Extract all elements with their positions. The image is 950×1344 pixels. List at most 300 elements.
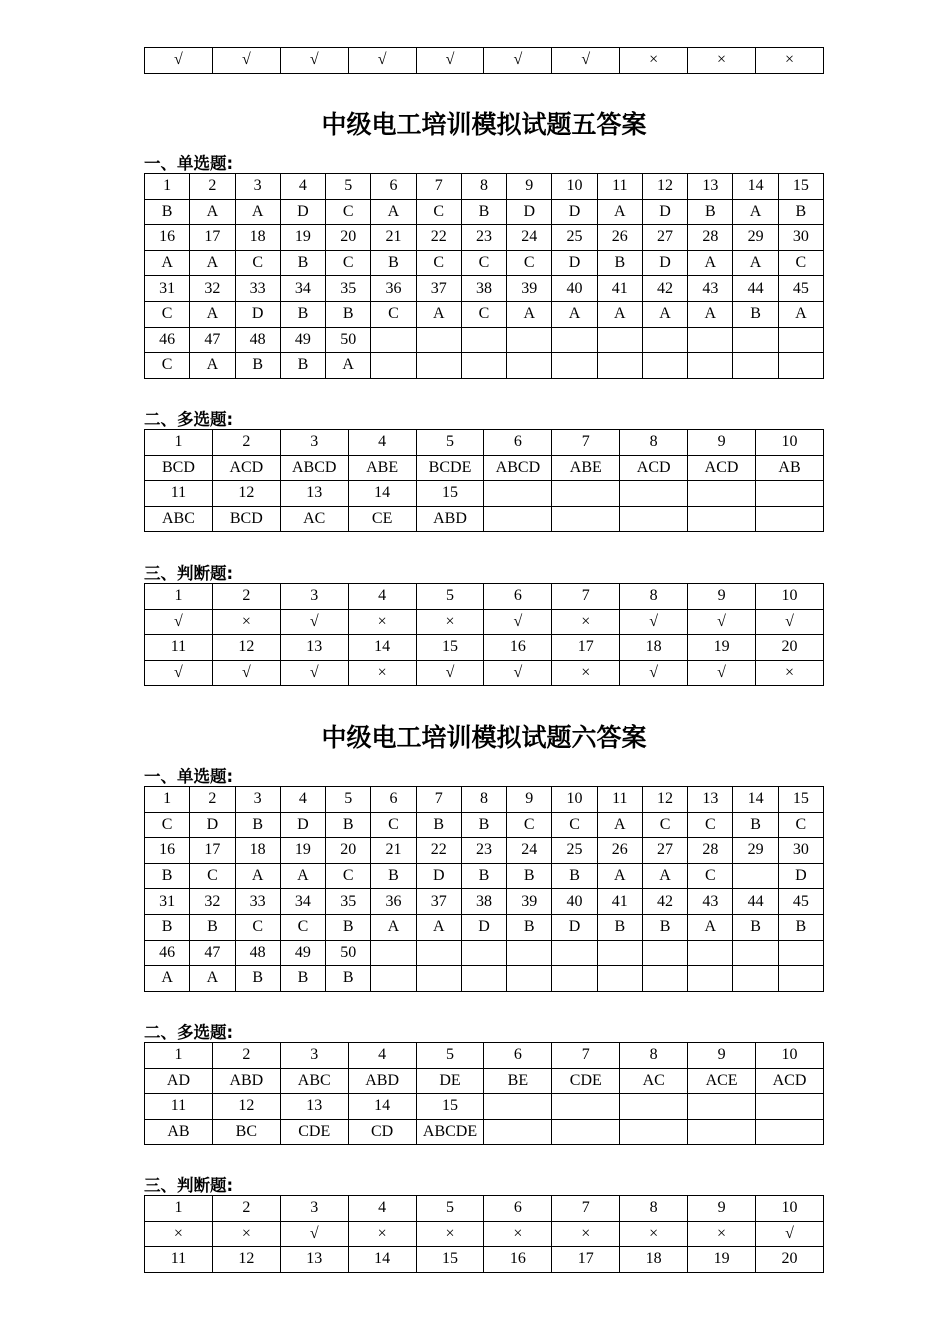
question-number-cell: 13 bbox=[688, 787, 733, 813]
answer-cell bbox=[756, 1119, 824, 1145]
table-row bbox=[145, 1094, 824, 1120]
answer-cell: A bbox=[235, 199, 280, 225]
table-row bbox=[145, 1196, 824, 1222]
question-number-cell: 35 bbox=[326, 276, 371, 302]
table-row bbox=[145, 660, 824, 686]
question-number-cell: 13 bbox=[280, 635, 348, 661]
answer-cell bbox=[552, 1119, 620, 1145]
question-number-cell: 14 bbox=[348, 1247, 416, 1273]
answer-cell: A bbox=[597, 863, 642, 889]
answer-cell bbox=[371, 966, 416, 992]
question-number-cell: 9 bbox=[688, 1196, 756, 1222]
question-number-cell: 15 bbox=[416, 481, 484, 507]
question-number-cell: 35 bbox=[326, 889, 371, 915]
question-number-cell: 33 bbox=[235, 276, 280, 302]
question-number-cell: 4 bbox=[348, 1196, 416, 1222]
question-number-cell bbox=[756, 481, 824, 507]
answer-cell: √ bbox=[484, 609, 552, 635]
answer-cell bbox=[507, 353, 552, 379]
answer-cell: A bbox=[416, 301, 461, 327]
answer-cell bbox=[733, 353, 778, 379]
question-number-cell: 44 bbox=[733, 889, 778, 915]
answer-cell: ABD bbox=[212, 1068, 280, 1094]
question-number-cell: √ bbox=[145, 48, 213, 74]
answer-cell: √ bbox=[756, 609, 824, 635]
answer-cell: B bbox=[778, 199, 823, 225]
table-row bbox=[145, 174, 824, 200]
answer-cell: B bbox=[371, 250, 416, 276]
answer-cell bbox=[620, 1119, 688, 1145]
question-number-cell: 13 bbox=[280, 481, 348, 507]
answer-cell: √ bbox=[688, 660, 756, 686]
answer-cell: AD bbox=[145, 1068, 213, 1094]
question-number-cell: 2 bbox=[190, 787, 235, 813]
answer-cell: C bbox=[326, 250, 371, 276]
answer-cell: B bbox=[778, 914, 823, 940]
question-number-cell: 7 bbox=[552, 1043, 620, 1069]
answer-cell: A bbox=[688, 250, 733, 276]
exam5-single-section bbox=[144, 151, 824, 379]
answer-cell: × bbox=[145, 1221, 213, 1247]
question-number-cell bbox=[733, 327, 778, 353]
table-row bbox=[145, 1221, 824, 1247]
answer-cell: B bbox=[461, 199, 506, 225]
answer-cell bbox=[371, 353, 416, 379]
question-number-cell: 11 bbox=[145, 481, 213, 507]
answer-cell: √ bbox=[484, 660, 552, 686]
question-number-cell: 26 bbox=[597, 225, 642, 251]
answer-cell: × bbox=[212, 609, 280, 635]
question-number-cell: 27 bbox=[642, 838, 687, 864]
answer-cell: ABD bbox=[348, 1068, 416, 1094]
question-number-cell: 32 bbox=[190, 276, 235, 302]
question-number-cell: 49 bbox=[280, 940, 325, 966]
answer-cell: × bbox=[212, 1221, 280, 1247]
question-number-cell: 5 bbox=[416, 1196, 484, 1222]
answer-cell: B bbox=[371, 863, 416, 889]
question-number-cell: 12 bbox=[212, 635, 280, 661]
exam6-single-table bbox=[144, 786, 824, 992]
question-number-cell: 11 bbox=[145, 635, 213, 661]
question-number-cell: 9 bbox=[688, 1043, 756, 1069]
answer-cell: BC bbox=[212, 1119, 280, 1145]
question-number-cell: 27 bbox=[642, 225, 687, 251]
question-number-cell bbox=[756, 1094, 824, 1120]
exam6-single-label: 一、单选题: bbox=[144, 767, 234, 786]
question-number-cell: 24 bbox=[507, 225, 552, 251]
answer-cell: √ bbox=[620, 609, 688, 635]
question-number-cell: 12 bbox=[212, 1094, 280, 1120]
answer-cell: C bbox=[507, 250, 552, 276]
answer-cell: √ bbox=[280, 660, 348, 686]
question-number-cell: 9 bbox=[688, 430, 756, 456]
answer-cell: D bbox=[280, 812, 325, 838]
question-number-cell: 46 bbox=[145, 940, 190, 966]
answer-cell: B bbox=[416, 812, 461, 838]
question-number-cell: 19 bbox=[688, 1247, 756, 1273]
answer-cell: C bbox=[416, 199, 461, 225]
answer-cell: B bbox=[733, 914, 778, 940]
answer-cell: ABC bbox=[145, 506, 213, 532]
table-row bbox=[145, 327, 824, 353]
exam6-multi-table bbox=[144, 1042, 824, 1145]
table-row bbox=[145, 1247, 824, 1273]
answer-cell: √ bbox=[688, 609, 756, 635]
answer-cell: D bbox=[235, 301, 280, 327]
question-number-cell: 38 bbox=[461, 276, 506, 302]
question-number-cell: 6 bbox=[371, 174, 416, 200]
answer-cell bbox=[688, 353, 733, 379]
question-number-cell: 19 bbox=[280, 225, 325, 251]
question-number-cell bbox=[688, 481, 756, 507]
answer-cell: × bbox=[348, 1221, 416, 1247]
table-row bbox=[145, 966, 824, 992]
answer-cell: × bbox=[416, 1221, 484, 1247]
question-number-cell: 6 bbox=[484, 430, 552, 456]
question-number-cell: 24 bbox=[507, 838, 552, 864]
answer-cell: AB bbox=[756, 455, 824, 481]
question-number-cell: 30 bbox=[778, 225, 823, 251]
answer-cell: A bbox=[371, 914, 416, 940]
question-number-cell: 7 bbox=[552, 430, 620, 456]
question-number-cell: 10 bbox=[756, 1043, 824, 1069]
question-number-cell: 17 bbox=[552, 1247, 620, 1273]
question-number-cell: 21 bbox=[371, 838, 416, 864]
question-number-cell bbox=[484, 481, 552, 507]
question-number-cell bbox=[642, 940, 687, 966]
question-number-cell: 11 bbox=[597, 174, 642, 200]
answer-cell: A bbox=[190, 301, 235, 327]
answer-cell bbox=[642, 966, 687, 992]
question-number-cell: 43 bbox=[688, 276, 733, 302]
answer-cell: CD bbox=[348, 1119, 416, 1145]
question-number-cell: 15 bbox=[416, 1094, 484, 1120]
question-number-cell: 7 bbox=[552, 1196, 620, 1222]
answer-cell: ABD bbox=[416, 506, 484, 532]
answer-cell: B bbox=[145, 199, 190, 225]
question-number-cell: 3 bbox=[280, 584, 348, 610]
question-number-cell: 1 bbox=[145, 174, 190, 200]
answer-cell: A bbox=[597, 199, 642, 225]
question-number-cell: 39 bbox=[507, 889, 552, 915]
answer-cell: B bbox=[280, 301, 325, 327]
question-number-cell: 4 bbox=[348, 1043, 416, 1069]
question-number-cell: 6 bbox=[484, 1196, 552, 1222]
question-number-cell: 30 bbox=[778, 838, 823, 864]
answer-cell: A bbox=[688, 301, 733, 327]
question-number-cell: 25 bbox=[552, 838, 597, 864]
answer-cell: A bbox=[416, 914, 461, 940]
answer-cell: CDE bbox=[280, 1119, 348, 1145]
answer-cell: B bbox=[280, 250, 325, 276]
answer-cell bbox=[688, 506, 756, 532]
question-number-cell: 42 bbox=[642, 889, 687, 915]
exam6-single-section bbox=[144, 764, 824, 992]
exam6-multi-section bbox=[144, 1020, 824, 1145]
answer-cell: A bbox=[778, 301, 823, 327]
answer-cell: A bbox=[280, 863, 325, 889]
answer-cell: D bbox=[552, 250, 597, 276]
question-number-cell: 34 bbox=[280, 889, 325, 915]
question-number-cell: 14 bbox=[733, 787, 778, 813]
answer-cell: A bbox=[145, 250, 190, 276]
question-number-cell: × bbox=[688, 48, 756, 74]
answer-cell: AC bbox=[280, 506, 348, 532]
answer-cell: A bbox=[733, 250, 778, 276]
answer-cell: A bbox=[552, 301, 597, 327]
table-row bbox=[145, 889, 824, 915]
question-number-cell: 25 bbox=[552, 225, 597, 251]
question-number-cell: 47 bbox=[190, 940, 235, 966]
answer-cell: C bbox=[371, 301, 416, 327]
question-number-cell: 6 bbox=[371, 787, 416, 813]
answer-cell: × bbox=[348, 660, 416, 686]
answer-cell: C bbox=[190, 863, 235, 889]
question-number-cell: 5 bbox=[416, 430, 484, 456]
question-number-cell: 20 bbox=[756, 1247, 824, 1273]
question-number-cell: 2 bbox=[190, 174, 235, 200]
answer-cell: ACD bbox=[756, 1068, 824, 1094]
answer-cell bbox=[688, 966, 733, 992]
question-number-cell: 8 bbox=[620, 430, 688, 456]
answer-cell bbox=[507, 966, 552, 992]
table-row bbox=[145, 430, 824, 456]
answer-cell bbox=[461, 966, 506, 992]
question-number-cell: 4 bbox=[348, 584, 416, 610]
exam5-multi-section bbox=[144, 407, 824, 532]
question-number-cell bbox=[416, 327, 461, 353]
question-number-cell bbox=[461, 327, 506, 353]
answer-cell: × bbox=[552, 609, 620, 635]
answer-cell: × bbox=[756, 660, 824, 686]
table-row bbox=[145, 635, 824, 661]
answer-cell: C bbox=[145, 812, 190, 838]
answer-cell: √ bbox=[756, 1221, 824, 1247]
answer-cell bbox=[416, 353, 461, 379]
answer-cell: √ bbox=[212, 660, 280, 686]
question-number-cell: 43 bbox=[688, 889, 733, 915]
question-number-cell: 5 bbox=[416, 584, 484, 610]
question-number-cell: 12 bbox=[642, 787, 687, 813]
question-number-cell: 20 bbox=[326, 225, 371, 251]
question-number-cell bbox=[688, 1094, 756, 1120]
exam5-title: 中级电工培训模拟试题五答案 bbox=[321, 110, 647, 139]
answer-cell bbox=[620, 506, 688, 532]
previous-judge-table-continuation bbox=[144, 47, 824, 74]
question-number-cell: 37 bbox=[416, 889, 461, 915]
answer-cell: A bbox=[190, 353, 235, 379]
question-number-cell: 45 bbox=[778, 276, 823, 302]
answer-cell: √ bbox=[280, 609, 348, 635]
answer-cell: √ bbox=[145, 660, 213, 686]
answer-cell: C bbox=[688, 812, 733, 838]
answer-cell: DE bbox=[416, 1068, 484, 1094]
question-number-cell: 29 bbox=[733, 838, 778, 864]
question-number-cell: 28 bbox=[688, 838, 733, 864]
question-number-cell: 32 bbox=[190, 889, 235, 915]
question-number-cell: 8 bbox=[620, 1043, 688, 1069]
question-number-cell: 6 bbox=[484, 1043, 552, 1069]
answer-cell: B bbox=[733, 301, 778, 327]
answer-cell bbox=[416, 966, 461, 992]
answer-cell bbox=[552, 506, 620, 532]
answer-cell: B bbox=[235, 966, 280, 992]
question-number-cell: 1 bbox=[145, 787, 190, 813]
question-number-cell: 10 bbox=[756, 430, 824, 456]
question-number-cell: 14 bbox=[733, 174, 778, 200]
answer-cell: A bbox=[235, 863, 280, 889]
answer-cell: B bbox=[597, 250, 642, 276]
answer-cell: BCDE bbox=[416, 455, 484, 481]
answer-cell: ACE bbox=[688, 1068, 756, 1094]
answer-cell: × bbox=[348, 609, 416, 635]
answer-cell: C bbox=[145, 301, 190, 327]
answer-cell: BCD bbox=[212, 506, 280, 532]
question-number-cell: 15 bbox=[416, 635, 484, 661]
question-number-cell: 17 bbox=[552, 635, 620, 661]
question-number-cell bbox=[620, 1094, 688, 1120]
answer-cell: √ bbox=[280, 1221, 348, 1247]
answer-cell: D bbox=[190, 812, 235, 838]
question-number-cell: 16 bbox=[484, 1247, 552, 1273]
question-number-cell bbox=[552, 481, 620, 507]
question-number-cell bbox=[484, 1094, 552, 1120]
question-number-cell bbox=[507, 940, 552, 966]
question-number-cell bbox=[778, 327, 823, 353]
question-number-cell bbox=[416, 940, 461, 966]
question-number-cell: 14 bbox=[348, 481, 416, 507]
answer-cell: B bbox=[145, 914, 190, 940]
question-number-cell: 14 bbox=[348, 635, 416, 661]
question-number-cell: 15 bbox=[778, 174, 823, 200]
answer-cell: B bbox=[326, 966, 371, 992]
question-number-cell: 19 bbox=[280, 838, 325, 864]
exam5-title-block bbox=[144, 105, 824, 145]
answer-cell: A bbox=[507, 301, 552, 327]
question-number-cell: 8 bbox=[461, 174, 506, 200]
question-number-cell: 39 bbox=[507, 276, 552, 302]
question-number-cell: 21 bbox=[371, 225, 416, 251]
answer-cell: B bbox=[235, 353, 280, 379]
question-number-cell: 2 bbox=[212, 1196, 280, 1222]
question-number-cell: 18 bbox=[620, 1247, 688, 1273]
answer-cell bbox=[597, 966, 642, 992]
answer-cell: × bbox=[620, 1221, 688, 1247]
question-number-cell: 41 bbox=[597, 889, 642, 915]
question-number-cell bbox=[552, 940, 597, 966]
question-number-cell: 26 bbox=[597, 838, 642, 864]
table-row bbox=[145, 863, 824, 889]
exam5-judge-section bbox=[144, 561, 824, 686]
answer-cell bbox=[484, 1119, 552, 1145]
answer-cell: √ bbox=[416, 660, 484, 686]
answer-cell: A bbox=[642, 863, 687, 889]
question-number-cell: √ bbox=[280, 48, 348, 74]
exam6-title-block bbox=[144, 718, 824, 758]
question-number-cell: 13 bbox=[280, 1094, 348, 1120]
answer-cell: C bbox=[326, 863, 371, 889]
exam5-judge-label: 三、判断题: bbox=[144, 564, 234, 583]
question-number-cell: 23 bbox=[461, 838, 506, 864]
answer-cell: B bbox=[507, 863, 552, 889]
question-number-cell: 10 bbox=[552, 174, 597, 200]
exam5-multi-table bbox=[144, 429, 824, 532]
question-number-cell: 36 bbox=[371, 276, 416, 302]
question-number-cell: 5 bbox=[326, 787, 371, 813]
question-number-cell bbox=[552, 327, 597, 353]
question-number-cell: 2 bbox=[212, 584, 280, 610]
answer-cell: A bbox=[145, 966, 190, 992]
question-number-cell: 17 bbox=[190, 838, 235, 864]
question-number-cell: 37 bbox=[416, 276, 461, 302]
question-number-cell: 16 bbox=[145, 838, 190, 864]
question-number-cell: 18 bbox=[620, 635, 688, 661]
question-number-cell: 1 bbox=[145, 1043, 213, 1069]
question-number-cell: √ bbox=[348, 48, 416, 74]
answer-cell: ABC bbox=[280, 1068, 348, 1094]
answer-cell: C bbox=[280, 914, 325, 940]
exam5-multi-label: 二、多选题: bbox=[144, 410, 234, 429]
exam6-multi-label: 二、多选题: bbox=[144, 1023, 234, 1042]
question-number-cell: 7 bbox=[416, 787, 461, 813]
answer-cell: D bbox=[507, 199, 552, 225]
question-number-cell: × bbox=[620, 48, 688, 74]
answer-cell: × bbox=[688, 1221, 756, 1247]
exam6-judge-table bbox=[144, 1195, 824, 1273]
answer-cell: AC bbox=[620, 1068, 688, 1094]
question-number-cell: 11 bbox=[145, 1247, 213, 1273]
answer-cell: D bbox=[778, 863, 823, 889]
question-number-cell: 8 bbox=[620, 1196, 688, 1222]
question-number-cell: 31 bbox=[145, 276, 190, 302]
answer-cell: B bbox=[597, 914, 642, 940]
table-row bbox=[145, 48, 824, 74]
answer-cell: ABCD bbox=[484, 455, 552, 481]
question-number-cell: 16 bbox=[145, 225, 190, 251]
question-number-cell: 45 bbox=[778, 889, 823, 915]
exam5-single-label: 一、单选题: bbox=[144, 154, 234, 173]
answer-cell: B bbox=[280, 966, 325, 992]
table-row bbox=[145, 1043, 824, 1069]
question-number-cell: 29 bbox=[733, 225, 778, 251]
question-number-cell: 14 bbox=[348, 1094, 416, 1120]
answer-cell: × bbox=[416, 609, 484, 635]
question-number-cell: 20 bbox=[326, 838, 371, 864]
answer-cell: A bbox=[597, 812, 642, 838]
question-number-cell: 1 bbox=[145, 430, 213, 456]
answer-cell: √ bbox=[145, 609, 213, 635]
question-number-cell: 34 bbox=[280, 276, 325, 302]
question-number-cell: 5 bbox=[416, 1043, 484, 1069]
answer-cell: D bbox=[280, 199, 325, 225]
answer-cell: B bbox=[235, 812, 280, 838]
question-number-cell: 48 bbox=[235, 940, 280, 966]
answer-cell: C bbox=[642, 812, 687, 838]
answer-cell: B bbox=[507, 914, 552, 940]
answer-cell: A bbox=[190, 250, 235, 276]
question-number-cell: 48 bbox=[235, 327, 280, 353]
question-number-cell: × bbox=[756, 48, 824, 74]
question-number-cell: 9 bbox=[688, 584, 756, 610]
question-number-cell: 13 bbox=[280, 1247, 348, 1273]
table-row bbox=[145, 914, 824, 940]
answer-cell: C bbox=[778, 812, 823, 838]
question-number-cell: 50 bbox=[326, 940, 371, 966]
question-number-cell: 3 bbox=[235, 787, 280, 813]
table-row bbox=[145, 506, 824, 532]
answer-cell: B bbox=[280, 353, 325, 379]
answer-cell: ABE bbox=[348, 455, 416, 481]
